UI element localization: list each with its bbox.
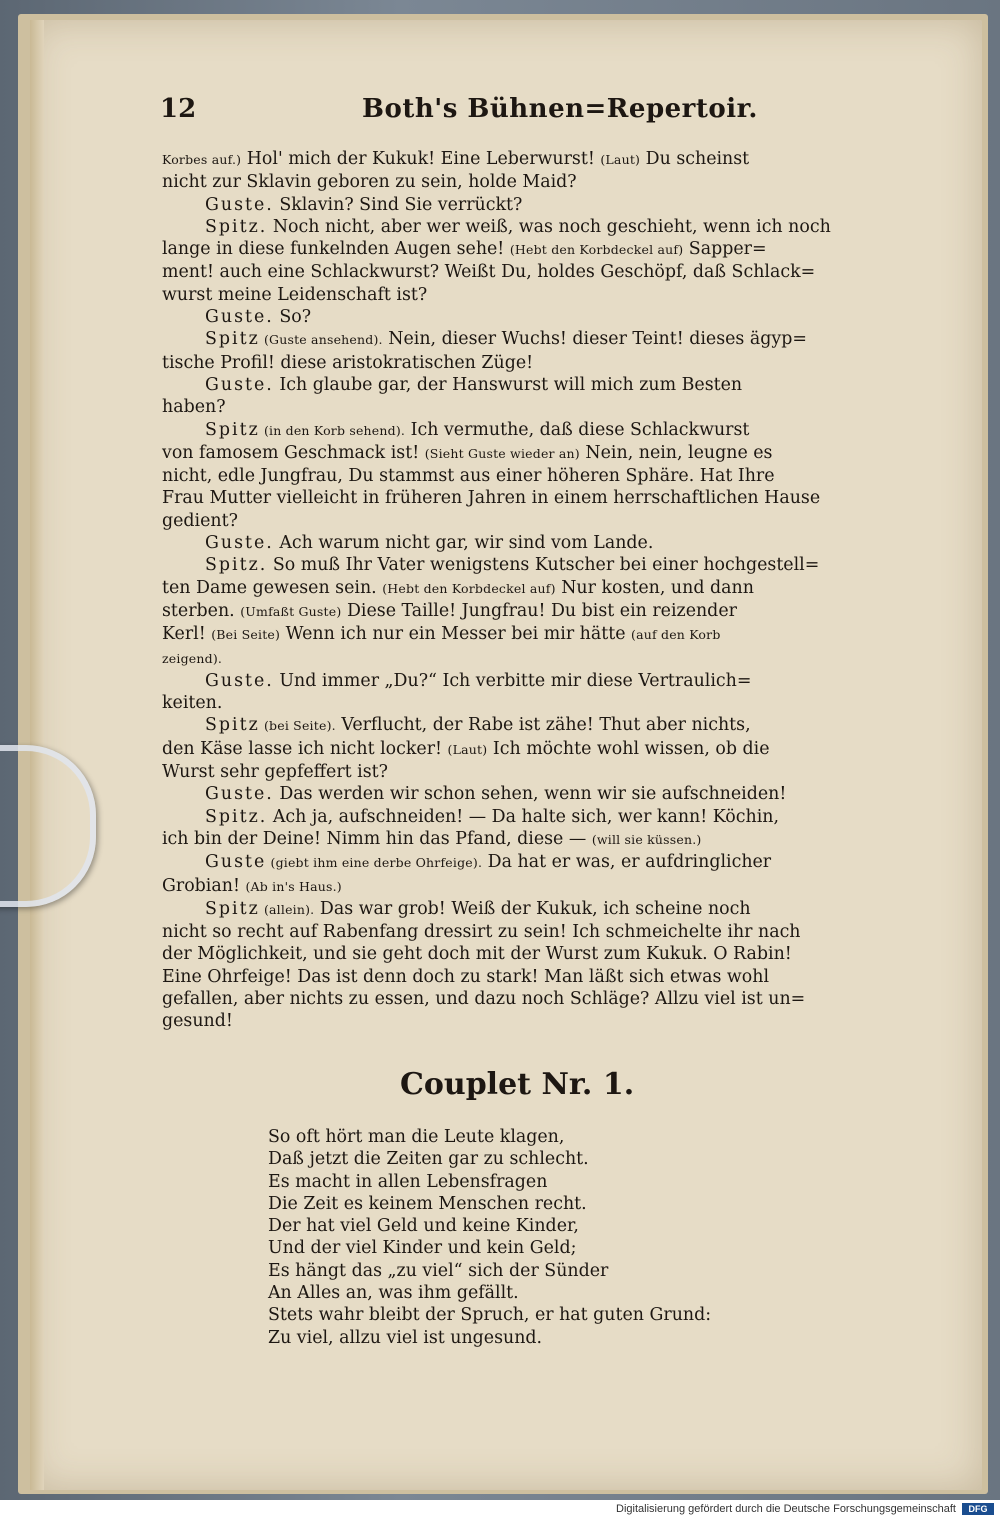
text-segment: Nein, dieser Wuchs! dieser Teint! dieses ägyp=	[382, 329, 807, 350]
stage-direction: (in den Korb sehend).	[259, 422, 406, 438]
text-line	[162, 261, 854, 283]
text-segment: ment! auch eine Schlackwurst? Weißt Du, holdes Geschöpf, daß Schlack=	[162, 262, 816, 283]
speaker-name: Guste.	[205, 374, 274, 395]
text-segment: nicht, edle Jungfrau, Du stammst aus einer höheren Sphäre. Hat Ihre	[162, 466, 775, 487]
text-line	[162, 921, 854, 943]
speaker-name: Spitz	[205, 329, 260, 350]
text-segment: So muß Ihr Vater wenigstens Kutscher bei einer hochgestell=	[267, 555, 820, 576]
verse-line: Stets wahr bleibt der Spruch, er hat guten Grund:	[268, 1305, 712, 1326]
verse-line: Daß jetzt die Zeiten gar zu schlecht.	[268, 1149, 589, 1170]
stage-direction: (Laut)	[600, 152, 641, 167]
verse-line: Die Zeit es keinem Menschen recht.	[268, 1193, 587, 1214]
couplet-heading: Couplet Nr. 1.	[400, 1067, 635, 1102]
text-line	[162, 510, 854, 532]
text-segment: gefallen, aber nichts zu essen, und dazu noch Schläge? Allzu viel ist un=	[162, 988, 806, 1009]
stage-direction: (bei Seite).	[259, 718, 336, 734]
text-segment: Diese Taille! Jungfrau! Du bist ein reizender	[341, 600, 737, 621]
dfg-logo: DFG	[962, 1503, 994, 1515]
text-line	[162, 419, 854, 442]
text-line	[162, 487, 854, 509]
text-segment: Eine Ohrfeige! Das ist denn doch zu stark! Man läßt sich etwas wohl	[162, 966, 770, 987]
text-segment: Das war grob! Weiß der Kukuk, ich scheine noch	[314, 898, 751, 919]
speaker-name: Guste.	[205, 784, 274, 805]
text-line	[162, 238, 854, 261]
text-segment: Sapper=	[683, 239, 767, 260]
text-segment: Kerl!	[162, 624, 212, 645]
text-line	[162, 148, 854, 171]
speaker-name: Spitz	[205, 715, 260, 736]
verse-line: Es hängt das „zu viel“ sich der Sünder	[268, 1260, 609, 1281]
text-line	[162, 352, 854, 374]
text-segment: wurst meine Leidenschaft ist?	[162, 284, 428, 305]
text-line	[162, 328, 854, 351]
text-segment: So?	[273, 307, 312, 328]
text-line	[162, 1010, 854, 1032]
text-segment: Ich vermuthe, daß diese Schlackwurst	[405, 419, 750, 440]
text-line	[162, 306, 854, 328]
speaker-name: Guste.	[205, 670, 274, 691]
speaker-name: Spitz.	[205, 216, 268, 237]
text-segment: sterben.	[162, 600, 241, 621]
text-segment: Und immer „Du?“ Ich verbitte mir diese Vertraulich=	[273, 670, 752, 691]
text-line	[162, 532, 854, 554]
funding-credit: Digitalisierung gefördert durch die Deutsche Forschungsgemeinschaft	[616, 1503, 956, 1515]
text-line	[162, 577, 854, 600]
text-segment: ten Dame gewesen sein.	[162, 577, 383, 598]
text-segment: Verflucht, der Rabe ist zähe! Thut aber nichts,	[335, 715, 751, 736]
footer-bar	[0, 1500, 1000, 1519]
text-segment: den Käse lasse ich nicht locker!	[162, 738, 448, 759]
text-line	[162, 374, 854, 396]
text-segment: nicht zur Sklavin geboren zu sein, holde Maid?	[162, 172, 577, 193]
text-segment: gesund!	[162, 1011, 233, 1032]
speaker-name: Spitz	[205, 419, 260, 440]
page-number: 12	[160, 94, 197, 124]
verse-line: Und der viel Kinder und kein Geld;	[268, 1238, 577, 1259]
text-line	[162, 623, 854, 646]
text-segment: Du scheinst	[640, 149, 750, 169]
couplet-verse	[268, 1126, 828, 1349]
text-segment: Sklavin? Sind Sie verrückt?	[273, 194, 523, 215]
text-line	[162, 966, 854, 988]
speaker-name: Guste.	[205, 533, 274, 554]
text-line	[162, 600, 854, 623]
text-segment: von famosem Geschmack ist!	[162, 442, 425, 463]
text-segment: Das werden wir schon sehen, wenn wir sie aufschneiden!	[273, 784, 787, 805]
speaker-name: Guste.	[205, 194, 274, 215]
text-line	[162, 647, 854, 670]
text-line	[162, 171, 854, 193]
text-segment: Grobian!	[162, 875, 246, 896]
text-segment: Frau Mutter vielleicht in früheren Jahren in einem herrschaftlichen Hause	[162, 488, 821, 509]
verse-line: Der hat viel Geld und keine Kinder,	[268, 1216, 579, 1237]
text-line	[162, 988, 854, 1010]
text-line	[162, 783, 854, 805]
text-segment: Nur kosten, und dann	[555, 577, 754, 598]
text-segment: Ich möchte wohl wissen, ob die	[487, 738, 770, 759]
text-line	[162, 194, 854, 216]
running-title: Both's Bühnen=Repertoir.	[362, 94, 758, 124]
text-line	[162, 943, 854, 965]
text-line	[162, 284, 854, 306]
stage-direction: (Hebt den Korbdeckel auf)	[509, 242, 684, 258]
stage-direction: (Umfaßt Guste)	[240, 603, 342, 619]
stage-direction: (Sieht Guste wieder an)	[424, 445, 580, 461]
page-header	[152, 94, 864, 134]
text-segment: der Möglichkeit, und sie geht doch mit der Wurst zum Kukuk. O Rabin!	[162, 944, 792, 965]
text-line	[162, 554, 854, 576]
text-segment: Ach ja, aufschneiden! — Da halte sich, wer kann! Köchin,	[267, 806, 779, 827]
text-segment: Nein, nein, leugne es	[579, 442, 773, 463]
text-segment: Wurst sehr gepfeffert ist?	[162, 762, 388, 783]
text-segment: Ich glaube gar, der Hanswurst will mich zum Besten	[273, 374, 743, 395]
speaker-name: Guste.	[205, 307, 274, 328]
text-segment: ich bin der Deine! Nimm hin das Pfand, diese —	[162, 828, 592, 849]
text-segment: haben?	[162, 397, 226, 418]
text-segment: Hol' mich der Kukuk! Eine Leberwurst!	[241, 149, 601, 169]
text-line	[162, 828, 854, 851]
verse-line: An Alles an, was ihm gefällt.	[268, 1283, 519, 1304]
text-line	[162, 216, 854, 238]
stage-direction: Korbes auf.)	[162, 152, 242, 167]
text-segment: Wenn ich nur ein Messer bei mir hätte	[280, 624, 632, 645]
stage-direction: zeigend).	[162, 650, 223, 666]
verse-line: So oft hört man die Leute klagen,	[268, 1127, 565, 1147]
speaker-name: Guste	[205, 852, 267, 873]
text-segment: gedient?	[162, 510, 238, 531]
stage-direction: (Laut)	[447, 741, 488, 757]
speaker-name: Spitz	[205, 898, 260, 919]
dialogue-text	[162, 148, 854, 1033]
verse-line: Zu viel, allzu viel ist ungesund.	[268, 1327, 543, 1348]
speaker-name: Spitz.	[205, 555, 268, 576]
text-segment: keiten.	[162, 693, 223, 714]
text-segment: lange in diese funkelnden Augen sehe!	[162, 239, 510, 260]
text-line	[162, 898, 854, 921]
verse-line: Es macht in allen Lebensfragen	[268, 1171, 548, 1192]
text-segment: tische Profil! diese aristokratischen Züge!	[162, 352, 534, 373]
speaker-name: Spitz.	[205, 806, 268, 827]
stage-direction: (will sie küssen.)	[591, 831, 702, 847]
text-line	[162, 714, 854, 737]
text-segment: Da hat er was, er aufdringlicher	[482, 852, 772, 873]
text-line	[162, 851, 854, 874]
text-line	[162, 738, 854, 761]
text-line	[162, 692, 854, 714]
text-line	[162, 761, 854, 783]
text-line	[162, 396, 854, 418]
text-segment: Ach warum nicht gar, wir sind vom Lande.	[273, 533, 654, 554]
stage-direction: (Bei Seite)	[211, 627, 281, 643]
text-line	[162, 442, 854, 465]
stage-direction: (auf den Korb	[631, 627, 721, 643]
text-line	[162, 806, 854, 828]
stage-direction: (Guste ansehend).	[259, 332, 383, 348]
stage-direction: (allein).	[259, 901, 315, 917]
stage-direction: (giebt ihm eine derbe Ohrfeige).	[266, 855, 483, 871]
text-segment: nicht so recht auf Rabenfang dressirt zu sein! Ich schmeichelte ihr nach	[162, 922, 801, 943]
text-line	[162, 670, 854, 692]
text-line	[162, 465, 854, 487]
stage-direction: (Hebt den Korbdeckel auf)	[382, 580, 556, 596]
text-line	[162, 875, 854, 898]
text-segment: Noch nicht, aber wer weiß, was noch geschieht, wenn ich noch	[267, 216, 831, 237]
stage-direction: (Ab in's Haus.)	[245, 878, 342, 894]
